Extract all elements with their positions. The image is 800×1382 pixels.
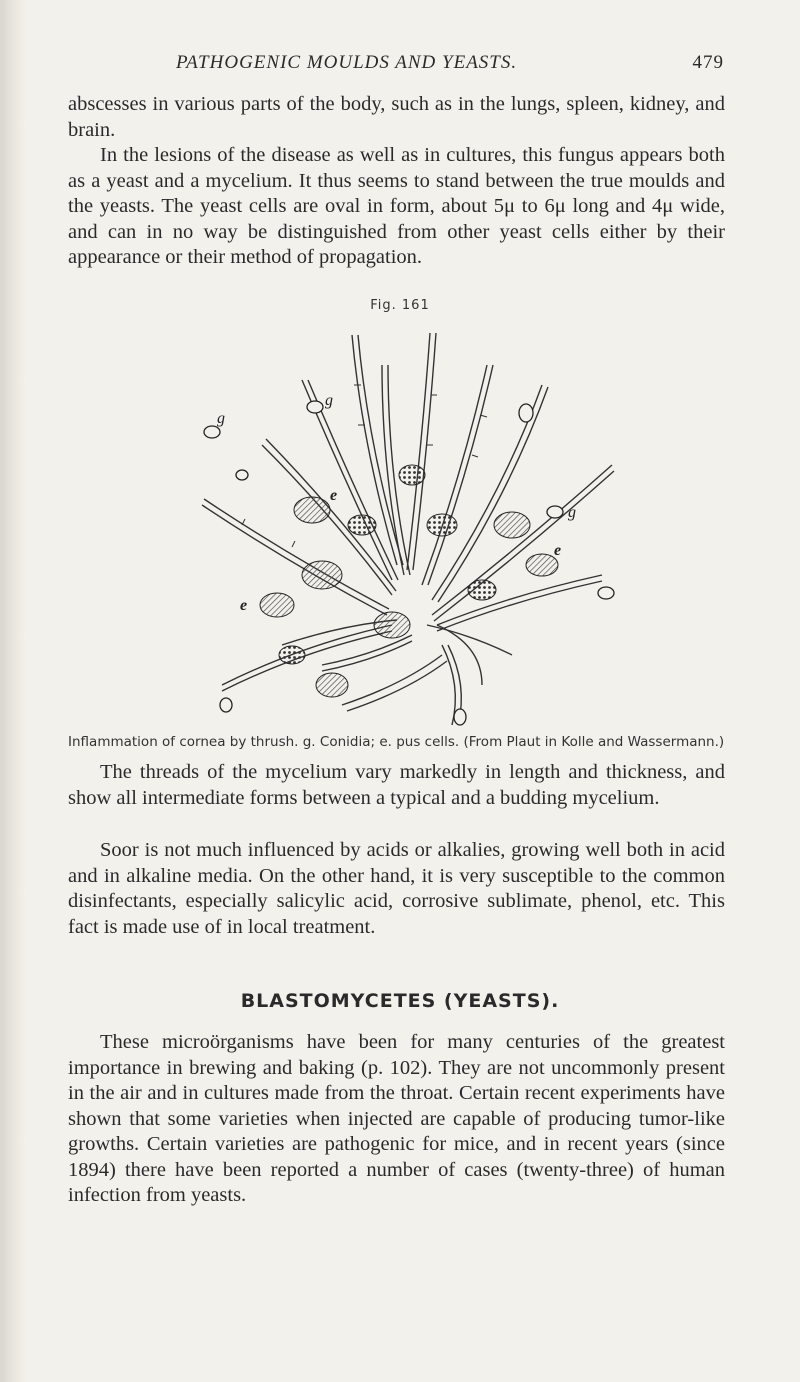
paragraph-threads-text: The threads of the mycelium vary markedly in length and thickness, and show all intermediate forms between a typical and a budding mycelium.	[68, 761, 725, 809]
figure-caption: Inflammation of cornea by thrush. g. Conidia; e. pus cells. (From Plaut in Kolle and Wassermann.)	[68, 734, 725, 750]
paragraph-microorganisms	[68, 1030, 725, 1209]
running-head-title: PATHOGENIC MOULDS AND YEASTS.	[176, 52, 518, 73]
mycelium-drawing	[182, 325, 622, 733]
section-heading: BLASTOMYCETES (YEASTS).	[240, 990, 560, 1012]
figure-thrush-illustration	[182, 325, 622, 733]
conidia-label-left: g	[217, 410, 225, 427]
paragraph-lesions-text: In the lesions of the disease as well as in cultures, this fungus appears both as a yeast and a mycelium. It thus seems to stand between the true moulds and the yeasts. The yeast cells are oval in form, about 5μ to 6μ long and 4μ wide, and can in no way be distinguished from other yeast cells either by their appearance or their method of propagation.	[68, 144, 725, 268]
paragraph-soor-text: Soor is not much influenced by acids or alkalies, growing well both in acid and in alkaline media. On the other hand, it is very susceptible to the common disinfectants, especially salicylic acid, corrosive sublimate, phenol, etc. This fact is made use of in local treatment.	[68, 839, 725, 938]
paragraph-abscesses: abscesses in various parts of the body, such as in the lungs, spleen, kidney, and brain.	[68, 93, 725, 141]
pus-cell-label-left: e	[240, 597, 248, 614]
conidia-label-top: g	[325, 392, 333, 409]
paragraph-lesions	[68, 143, 725, 271]
paragraph-soor	[68, 838, 725, 940]
pus-cell-label-right: e	[554, 542, 562, 559]
page-number: 479	[692, 52, 724, 73]
paragraph-threads	[68, 760, 725, 811]
paragraph-microorganisms-text: These microörganisms have been for many centuries of the greatest importance in brewing and baking (p. 102). They are not uncommonly present in the air and in cultures made from the throat. Certain recent experiments have shown that some varieties when injected are capable of producing tumor-like growths. Certain varieties are pathogenic for mice, and in recent years (since 1894) there have been reported a number of cases (twenty-three) of human infection from yeasts.	[68, 1031, 725, 1206]
pus-cell-label-mid: e	[330, 487, 338, 504]
running-head	[176, 52, 724, 82]
figure-number: Fig. 161	[370, 298, 430, 313]
page-edge-shadow	[0, 0, 26, 1382]
conidia-label-right: g	[568, 504, 576, 521]
